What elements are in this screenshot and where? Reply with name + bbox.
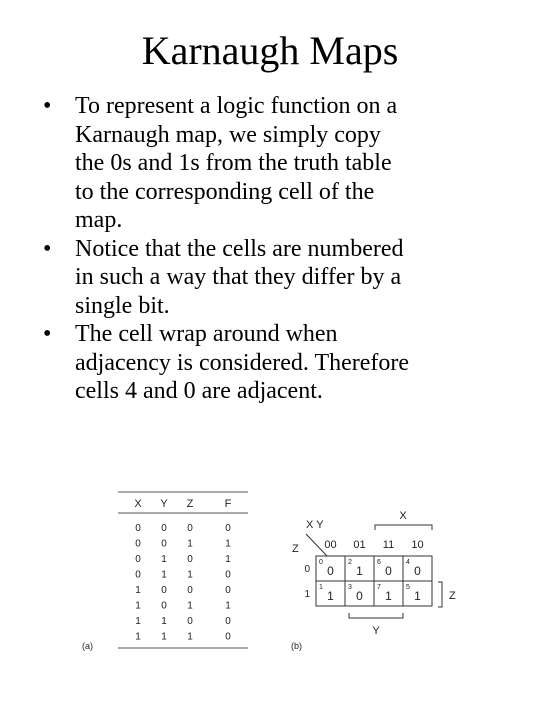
kmap-cell-value: 0 xyxy=(356,589,363,603)
table-cell: 1 xyxy=(187,631,193,643)
bullet-dot-icon: • xyxy=(43,321,52,347)
table-cell: 1 xyxy=(187,600,193,612)
table-cell: 0 xyxy=(135,554,141,565)
kmap-cell-index: 0 xyxy=(319,559,323,566)
table-cell: 1 xyxy=(135,600,141,612)
bullet-dot-icon: • xyxy=(43,235,52,262)
bullet-line: single bit. xyxy=(75,292,170,319)
bullet-line: Notice that the cells are numbered xyxy=(75,235,404,262)
bullet-item xyxy=(35,92,505,235)
bullet-list xyxy=(35,92,505,406)
kmap-cell-value: 0 xyxy=(414,564,421,578)
kmap-col-header: 10 xyxy=(411,539,424,551)
table-cell: 1 xyxy=(225,554,231,565)
bullet-line: the 0s and 1s from the truth table xyxy=(75,150,392,176)
table-cell: 0 xyxy=(135,569,141,581)
bullet-line: Karnaugh map, we simply copy xyxy=(75,121,381,148)
bullet-item xyxy=(35,235,505,321)
table-cell: 0 xyxy=(135,538,141,550)
table-header: Z xyxy=(186,498,194,510)
table-cell: 1 xyxy=(161,616,167,627)
table-cell: 1 xyxy=(187,538,193,550)
table-cell: 0 xyxy=(225,569,231,581)
kmap-corner-label: Z xyxy=(292,543,299,555)
kmap-cell-index: 1 xyxy=(319,584,323,591)
table-cell: 0 xyxy=(187,585,193,596)
table-cell: 0 xyxy=(187,554,193,565)
bullet-line: adjacency is considered. Therefore xyxy=(75,349,410,376)
kmap-cell-value: 0 xyxy=(327,564,334,578)
kmap-y-label: Y xyxy=(372,625,380,637)
bullet-line: To represent a logic function on a xyxy=(75,93,398,119)
bullet-line: in such a way that they differ by a xyxy=(75,264,402,290)
bullet-line: map. xyxy=(75,207,123,233)
table-header: F xyxy=(224,498,232,510)
table-cell: 0 xyxy=(135,523,141,534)
table-cell: 0 xyxy=(161,523,167,534)
kmap-cell-value: 1 xyxy=(327,589,334,603)
table-cell: 1 xyxy=(225,538,231,550)
table-cell: 1 xyxy=(225,600,231,612)
table-cell: 1 xyxy=(161,554,167,565)
table-cell: 0 xyxy=(225,631,231,643)
table-cell: 1 xyxy=(161,631,167,643)
panel-label: (b) xyxy=(291,641,302,651)
kmap-cell-index: 5 xyxy=(406,584,410,591)
kmap-col-header: 00 xyxy=(324,539,337,551)
kmap-cell-index: 2 xyxy=(348,559,352,566)
table-header: X xyxy=(134,498,142,510)
table-cell: 0 xyxy=(161,600,167,612)
bullet-item xyxy=(35,320,505,406)
kmap-row-header: 0 xyxy=(304,564,310,575)
kmap-cell-index: 6 xyxy=(377,559,381,566)
table-cell: 0 xyxy=(225,616,231,627)
kmap-y-bracket xyxy=(349,613,403,618)
table-cell: 0 xyxy=(161,585,167,596)
kmap-x-label: X xyxy=(399,510,407,522)
kmap-cell-value: 1 xyxy=(356,564,363,578)
table-cell: 1 xyxy=(135,616,141,627)
kmap-z-bracket xyxy=(438,582,442,607)
kmap-corner-label: X Y xyxy=(306,519,324,531)
table-header: Y xyxy=(160,498,168,510)
kmap-x-bracket xyxy=(375,525,432,530)
kmap-cell-index: 7 xyxy=(377,584,381,591)
kmap-cell-index: 3 xyxy=(348,584,352,591)
table-cell: 1 xyxy=(187,569,193,581)
table-cell: 0 xyxy=(187,616,193,627)
figure-canvas xyxy=(80,488,460,668)
kmap-cell-value: 0 xyxy=(385,564,392,578)
table-cell: 1 xyxy=(135,631,141,643)
table-cell: 1 xyxy=(161,569,167,581)
kmap-col-header: 11 xyxy=(382,539,395,551)
karnaugh-figure xyxy=(80,488,460,668)
kmap-cell-value: 1 xyxy=(414,589,421,603)
kmap-cell-index: 4 xyxy=(406,559,410,566)
bullet-line: The cell wrap around when xyxy=(75,321,338,347)
kmap-col-header: 01 xyxy=(353,539,366,551)
bullet-line: to the corresponding cell of the xyxy=(75,178,375,205)
table-cell: 0 xyxy=(161,538,167,550)
slide-title: Karnaugh Maps xyxy=(141,28,399,73)
kmap-z-label: Z xyxy=(449,590,456,602)
table-cell: 0 xyxy=(225,585,231,596)
kmap-row-header: 1 xyxy=(304,589,310,600)
table-cell: 0 xyxy=(187,523,193,534)
kmap-cell-value: 1 xyxy=(385,589,392,603)
bullet-dot-icon: • xyxy=(43,93,52,119)
table-cell: 1 xyxy=(135,585,141,596)
panel-label: (a) xyxy=(82,641,93,651)
bullet-line: cells 4 and 0 are adjacent. xyxy=(75,378,323,404)
table-cell: 0 xyxy=(225,523,231,534)
